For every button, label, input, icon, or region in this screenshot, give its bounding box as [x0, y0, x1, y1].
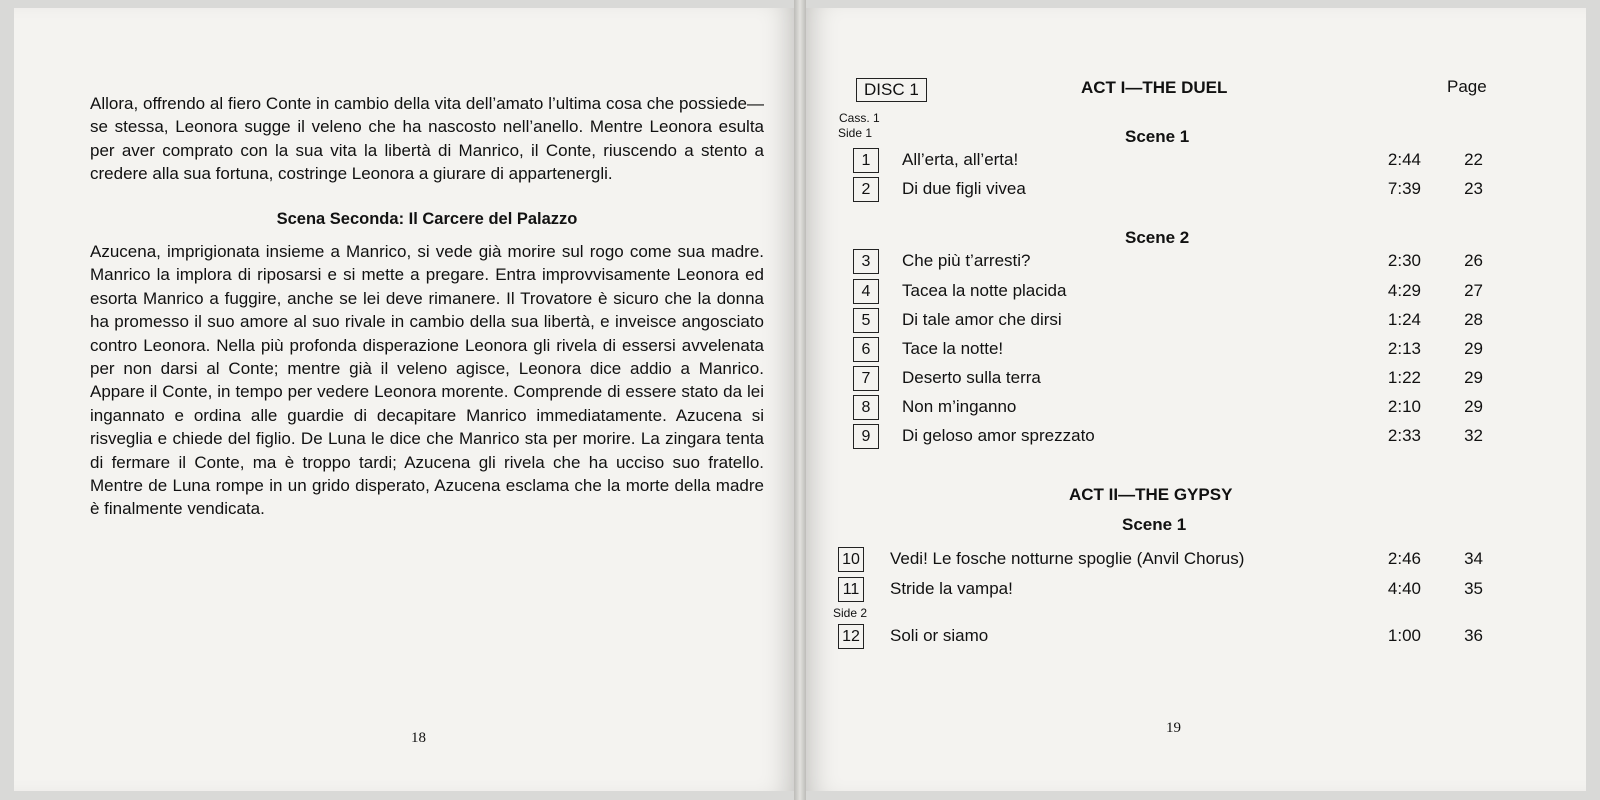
scene-heading: Scene 1	[1125, 127, 1190, 146]
track-page: 35	[1464, 579, 1483, 598]
scene-heading: Scene 2	[1125, 228, 1190, 247]
track-row	[806, 337, 1586, 363]
track-title: Soli or siamo	[890, 626, 989, 645]
track-duration: 2:46	[1387, 549, 1421, 568]
synopsis-paragraph: Azucena, imprigionata insieme a Manrico, si vede già morire sul rogo come sua madre. Manrico la implora di riposarsi e si mette a pregare. Entra improvvisamente Leonora ed esorta Manrico a fuggire, anche se lei deve rimanere. Il Trovatore è sicuro che la donna ha promesso il suo amore al suo rivale in cambio della sua libertà, e inveisce angosciato contro Leonora. Nella più profonda disperazione Leonora gli rivela di essersi avvelenata per non darsi al Conte; mentre già il veleno agisce, Leonora dice addio a Manrico. Appare il Conte, in tempo per vedere Leonora morente. Comprende di essere stato da lei ingannato e ordina alle guardie di decapitare Manrico immediatamente. Azucena si risveglia e chiede del figlio. De Luna le dice che Manrico sta per morire. La zingara tenta di fermare il Conte, ma è troppo tardi; Azucena gli rivela che ha ucciso suo fratello. Mentre de Luna rompe in un grido disperato, Azucena esclama che la morte della madre è finalmente vendicata.	[90, 242, 764, 519]
track-row	[806, 366, 1586, 392]
track-row	[806, 547, 1586, 573]
track-page: 29	[1464, 339, 1483, 358]
track-number: 6	[853, 337, 879, 362]
track-title: Di tale amor che dirsi	[902, 310, 1062, 329]
track-number: 8	[853, 395, 879, 420]
track-title: Che più t’arresti?	[902, 251, 1031, 270]
book-gutter	[794, 0, 806, 800]
track-page: 23	[1464, 179, 1483, 198]
track-number: 2	[853, 177, 879, 202]
track-row	[806, 249, 1586, 275]
track-page: 22	[1464, 150, 1483, 169]
left-page	[14, 8, 794, 791]
track-page: 34	[1464, 549, 1483, 568]
track-duration: 1:24	[1387, 310, 1421, 329]
track-number: 1	[853, 148, 879, 173]
page-number: 18	[411, 730, 426, 746]
track-duration: 2:44	[1387, 150, 1421, 169]
track-duration: 1:22	[1387, 368, 1421, 387]
track-duration: 2:13	[1387, 339, 1421, 358]
scene-heading: Scene 1	[1122, 515, 1187, 534]
page-column-label: Page	[1447, 77, 1487, 96]
track-duration: 2:33	[1387, 426, 1421, 445]
track-row	[806, 395, 1586, 421]
cassette-label: Cass. 1	[839, 111, 880, 125]
track-number: 7	[853, 366, 879, 391]
track-number: 11	[838, 577, 864, 602]
track-page: 36	[1464, 626, 1483, 645]
track-duration: 4:40	[1387, 579, 1421, 598]
act-heading: ACT II—THE GYPSY	[1069, 485, 1233, 504]
track-title: All’erta, all’erta!	[902, 150, 1019, 169]
track-title: Di geloso amor sprezzato	[902, 426, 1095, 445]
track-row	[806, 177, 1586, 203]
track-title: Non m’inganno	[902, 397, 1017, 416]
side-label: Side 1	[838, 126, 873, 140]
track-title: Vedi! Le fosche notturne spoglie (Anvil Chorus)	[890, 549, 1245, 568]
track-duration: 2:10	[1387, 397, 1421, 416]
track-page: 26	[1464, 251, 1483, 270]
track-title: Deserto sulla terra	[902, 368, 1041, 387]
track-row	[806, 624, 1586, 650]
track-page: 29	[1464, 397, 1483, 416]
page-number: 19	[1166, 720, 1181, 736]
track-row	[806, 424, 1586, 450]
track-title: Stride la vampa!	[890, 579, 1013, 598]
track-duration: 4:29	[1387, 281, 1421, 300]
track-number: 4	[853, 279, 879, 304]
track-row	[806, 577, 1586, 603]
track-page: 27	[1464, 281, 1483, 300]
track-duration: 2:30	[1387, 251, 1421, 270]
right-page	[806, 8, 1586, 791]
track-row	[806, 308, 1586, 334]
track-title: Tacea la notte placida	[902, 281, 1067, 300]
track-duration: 1:00	[1387, 626, 1421, 645]
track-title: Di due figli vivea	[902, 179, 1026, 198]
act-heading: ACT I—THE DUEL	[1081, 78, 1228, 97]
track-row	[806, 279, 1586, 305]
track-number: 10	[838, 547, 864, 572]
track-page: 32	[1464, 426, 1483, 445]
track-number: 3	[853, 249, 879, 274]
track-duration: 7:39	[1387, 179, 1421, 198]
track-title: Tace la notte!	[902, 339, 1004, 358]
track-number: 9	[853, 424, 879, 449]
track-page: 28	[1464, 310, 1483, 329]
synopsis-paragraph: Allora, offrendo al fiero Conte in cambio della vita dell’amato l’ultima cosa che possiede—se stessa, Leonora sugge il veleno che ha nascosto nell’anello. Mentre Leonora esulta per aver comprato con la sua vita la libertà di Manrico, il Conte, riuscendo a stento a credere alla sua fortuna, costringe Leonora a giurare di appartenergli.	[90, 94, 764, 184]
scene-heading: Scena Seconda: Il Carcere del Palazzo	[276, 210, 578, 228]
track-number: 12	[838, 624, 864, 649]
track-page: 29	[1464, 368, 1483, 387]
track-row	[806, 148, 1586, 174]
track-number: 5	[853, 308, 879, 333]
disc-label: DISC 1	[856, 78, 927, 102]
side-label: Side 2	[833, 606, 868, 620]
